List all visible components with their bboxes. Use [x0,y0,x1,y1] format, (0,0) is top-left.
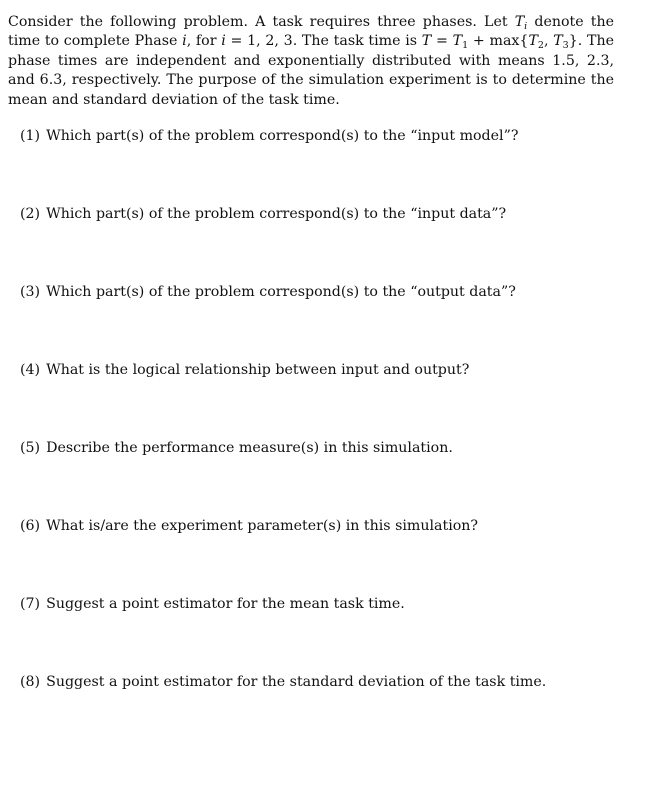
question-number: (5) [20,440,41,456]
var-i2: i [221,33,226,50]
question-text: Suggest a point estimator for the mean task time. [46,596,405,612]
question-3 [20,283,620,302]
question-1 [20,127,620,146]
question-number: (4) [20,362,41,378]
question-text: Which part(s) of the problem correspond(s) to the “input model”? [46,128,519,144]
question-4 [20,361,620,380]
intro-text-g: , [543,33,554,50]
intro-text-h: }. The phase times are independent and exponentially distributed with means 1.5, 2.3, and 6.3, respectively. The purpose of the simulation experiment is to determine the mean and standard deviation of the task time. [8,33,614,108]
sub-3: 3 [562,40,569,52]
question-text: What is the logical relationship between input and output? [46,362,470,378]
sub-i: i [524,21,528,32]
question-text: Suggest a point estimator for the standard deviation of the task time. [46,674,547,690]
question-8 [20,673,620,692]
intro-text-f: + max{ [468,33,529,50]
intro-text-b: denote the time to complete Phase [8,14,614,50]
question-2 [20,205,620,224]
question-number: (8) [20,674,41,690]
sub-2: 2 [537,40,544,52]
var-i: i [182,33,187,50]
question-6 [20,517,620,536]
intro-text-d: = 1, 2, 3. The task time is [225,33,422,50]
var-T5: T [553,33,563,50]
question-text: What is/are the experiment parameter(s) in this simulation? [46,518,479,534]
question-text: Which part(s) of the problem correspond(s) to the “output data”? [46,284,516,300]
intro-text-a: Consider the following problem. A task requires three phases. Let [8,14,515,30]
question-5 [20,439,620,458]
question-number: (6) [20,518,41,534]
var-T4: T [528,33,538,50]
question-number: (3) [20,284,41,300]
question-7 [20,595,620,614]
intro-text-e: = [431,33,453,50]
question-text: Describe the performance measure(s) in this simulation. [46,440,453,456]
var-T: T [514,14,525,30]
intro-text-c: , for [186,33,222,50]
question-number: (2) [20,206,41,222]
var-T2: T [421,33,432,50]
question-text: Which part(s) of the problem correspond(s) to the “input data”? [46,206,507,222]
problem-statement [8,13,614,110]
question-number: (1) [20,128,41,144]
sub-1: 1 [462,40,469,52]
question-number: (7) [20,596,41,612]
var-T3: T [452,33,463,50]
